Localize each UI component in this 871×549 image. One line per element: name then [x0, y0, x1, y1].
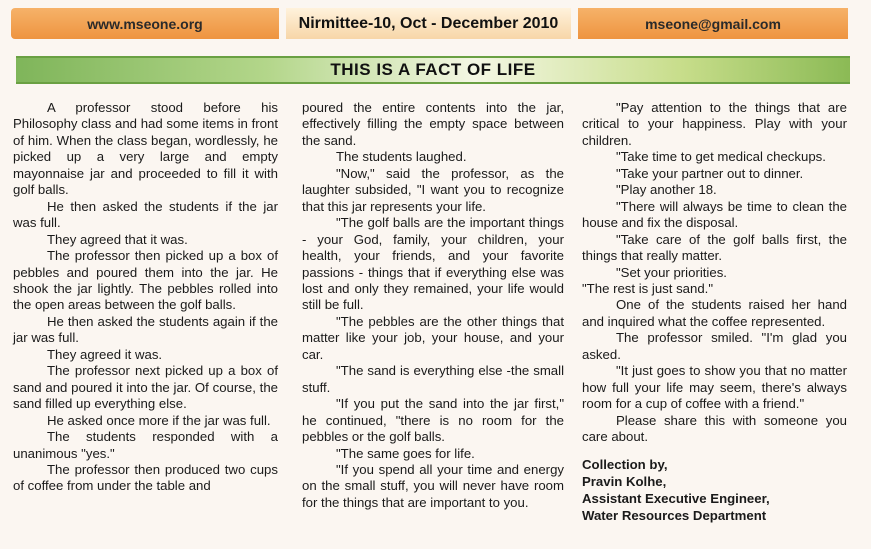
paragraph: Please share this with someone you care about. — [582, 412, 847, 445]
paragraph: He asked once more if the jar was full. — [47, 412, 271, 428]
paragraph: "Now," said the professor, as the laughter subsided, "I want you to recognize that this jar represents your life. — [302, 165, 564, 214]
paragraph: "Pay attention to the things that are critical to your happiness. Play with your children. — [582, 100, 847, 148]
paragraph: "The golf balls are the important things - your God, family, your children, your health, your friends, and your favorite passions - things that if everything else was lost and only they remained, your life would still be full. — [302, 215, 564, 313]
paragraph: "Take care of the golf balls first, the things that really matter. — [582, 231, 847, 264]
paragraph: The professor next picked up a box of sand and poured it into the jar. Of course, the sand filled up everything else. — [13, 363, 278, 412]
paragraph: "If you spend all your time and energy on the small stuff, you will never have room for the things that are important to you. — [302, 461, 564, 510]
article-title: THIS IS A FACT OF LIFE — [330, 60, 536, 79]
signature-line: Collection by, — [582, 456, 668, 472]
page-header — [0, 0, 871, 49]
column-2 — [302, 100, 564, 511]
email-label: mseone@gmail.com — [578, 8, 848, 39]
paragraph: He then asked the students again if the jar was full. — [13, 313, 278, 346]
paragraph: "Take your partner out to dinner. — [616, 165, 804, 181]
paragraph: "The sand is everything else -the small stuff. — [302, 363, 564, 395]
column-3 — [582, 100, 847, 524]
paragraph: The professor smiled. "I'm glad you asked. — [582, 330, 847, 362]
paragraph: "Play another 18. — [616, 182, 717, 198]
paragraph: They agreed that it was. — [47, 231, 188, 247]
paragraph: A professor stood before his Philosophy class and had some items in front of him. When the class began, wordlessly, he picked up a very large and empty mayonnaise jar and proceeded to fill it with golf balls. — [13, 100, 278, 198]
paragraph: "The pebbles are the other things that matter like your job, your house, and your car. — [302, 313, 564, 362]
paragraph: "Take time to get medical checkups. — [616, 149, 826, 165]
paragraph: The students responded with a unanimous "yes." — [13, 429, 278, 461]
column-1 — [13, 100, 278, 495]
paragraph: The professor then picked up a box of pebbles and poured them into the jar. He shook the jar lightly. The pebbles rolled into the open areas between the golf balls. — [13, 248, 278, 313]
paragraph: "If you put the sand into the jar first," he continued, "there is no room for the pebbles or the golf balls. — [302, 396, 564, 445]
paragraph: The students laughed. — [336, 149, 467, 165]
paragraph: "It just goes to show you that no matter how full your life may seem, there's always room for a cup of coffee with a friend." — [582, 363, 847, 412]
signature-line: Pravin Kolhe, — [582, 473, 667, 489]
paragraph: He then asked the students if the jar was full. — [13, 198, 278, 231]
website-label: www.mseone.org — [11, 8, 279, 39]
paragraph: One of the students raised her hand and inquired what the coffee represented. — [582, 297, 847, 329]
paragraph: "The same goes for life. — [336, 445, 475, 461]
author-signature — [582, 456, 847, 524]
paragraph: The professor then produced two cups of coffee from under the table and — [13, 461, 278, 494]
signature-line: Water Resources Department — [582, 507, 767, 523]
paragraph: "Set your priorities. — [616, 264, 727, 280]
paragraph: poured the entire contents into the jar, effectively filling the empty space between the sand. — [302, 100, 564, 148]
article-title-banner — [16, 56, 850, 84]
paragraph: "There will always be time to clean the house and fix the disposal. — [582, 198, 847, 231]
issue-label: Nirmittee-10, Oct - December 2010 — [286, 8, 571, 39]
paragraph: "The rest is just sand." — [582, 280, 714, 296]
paragraph: They agreed it was. — [47, 346, 163, 362]
signature-line: Assistant Executive Engineer, — [582, 490, 770, 506]
